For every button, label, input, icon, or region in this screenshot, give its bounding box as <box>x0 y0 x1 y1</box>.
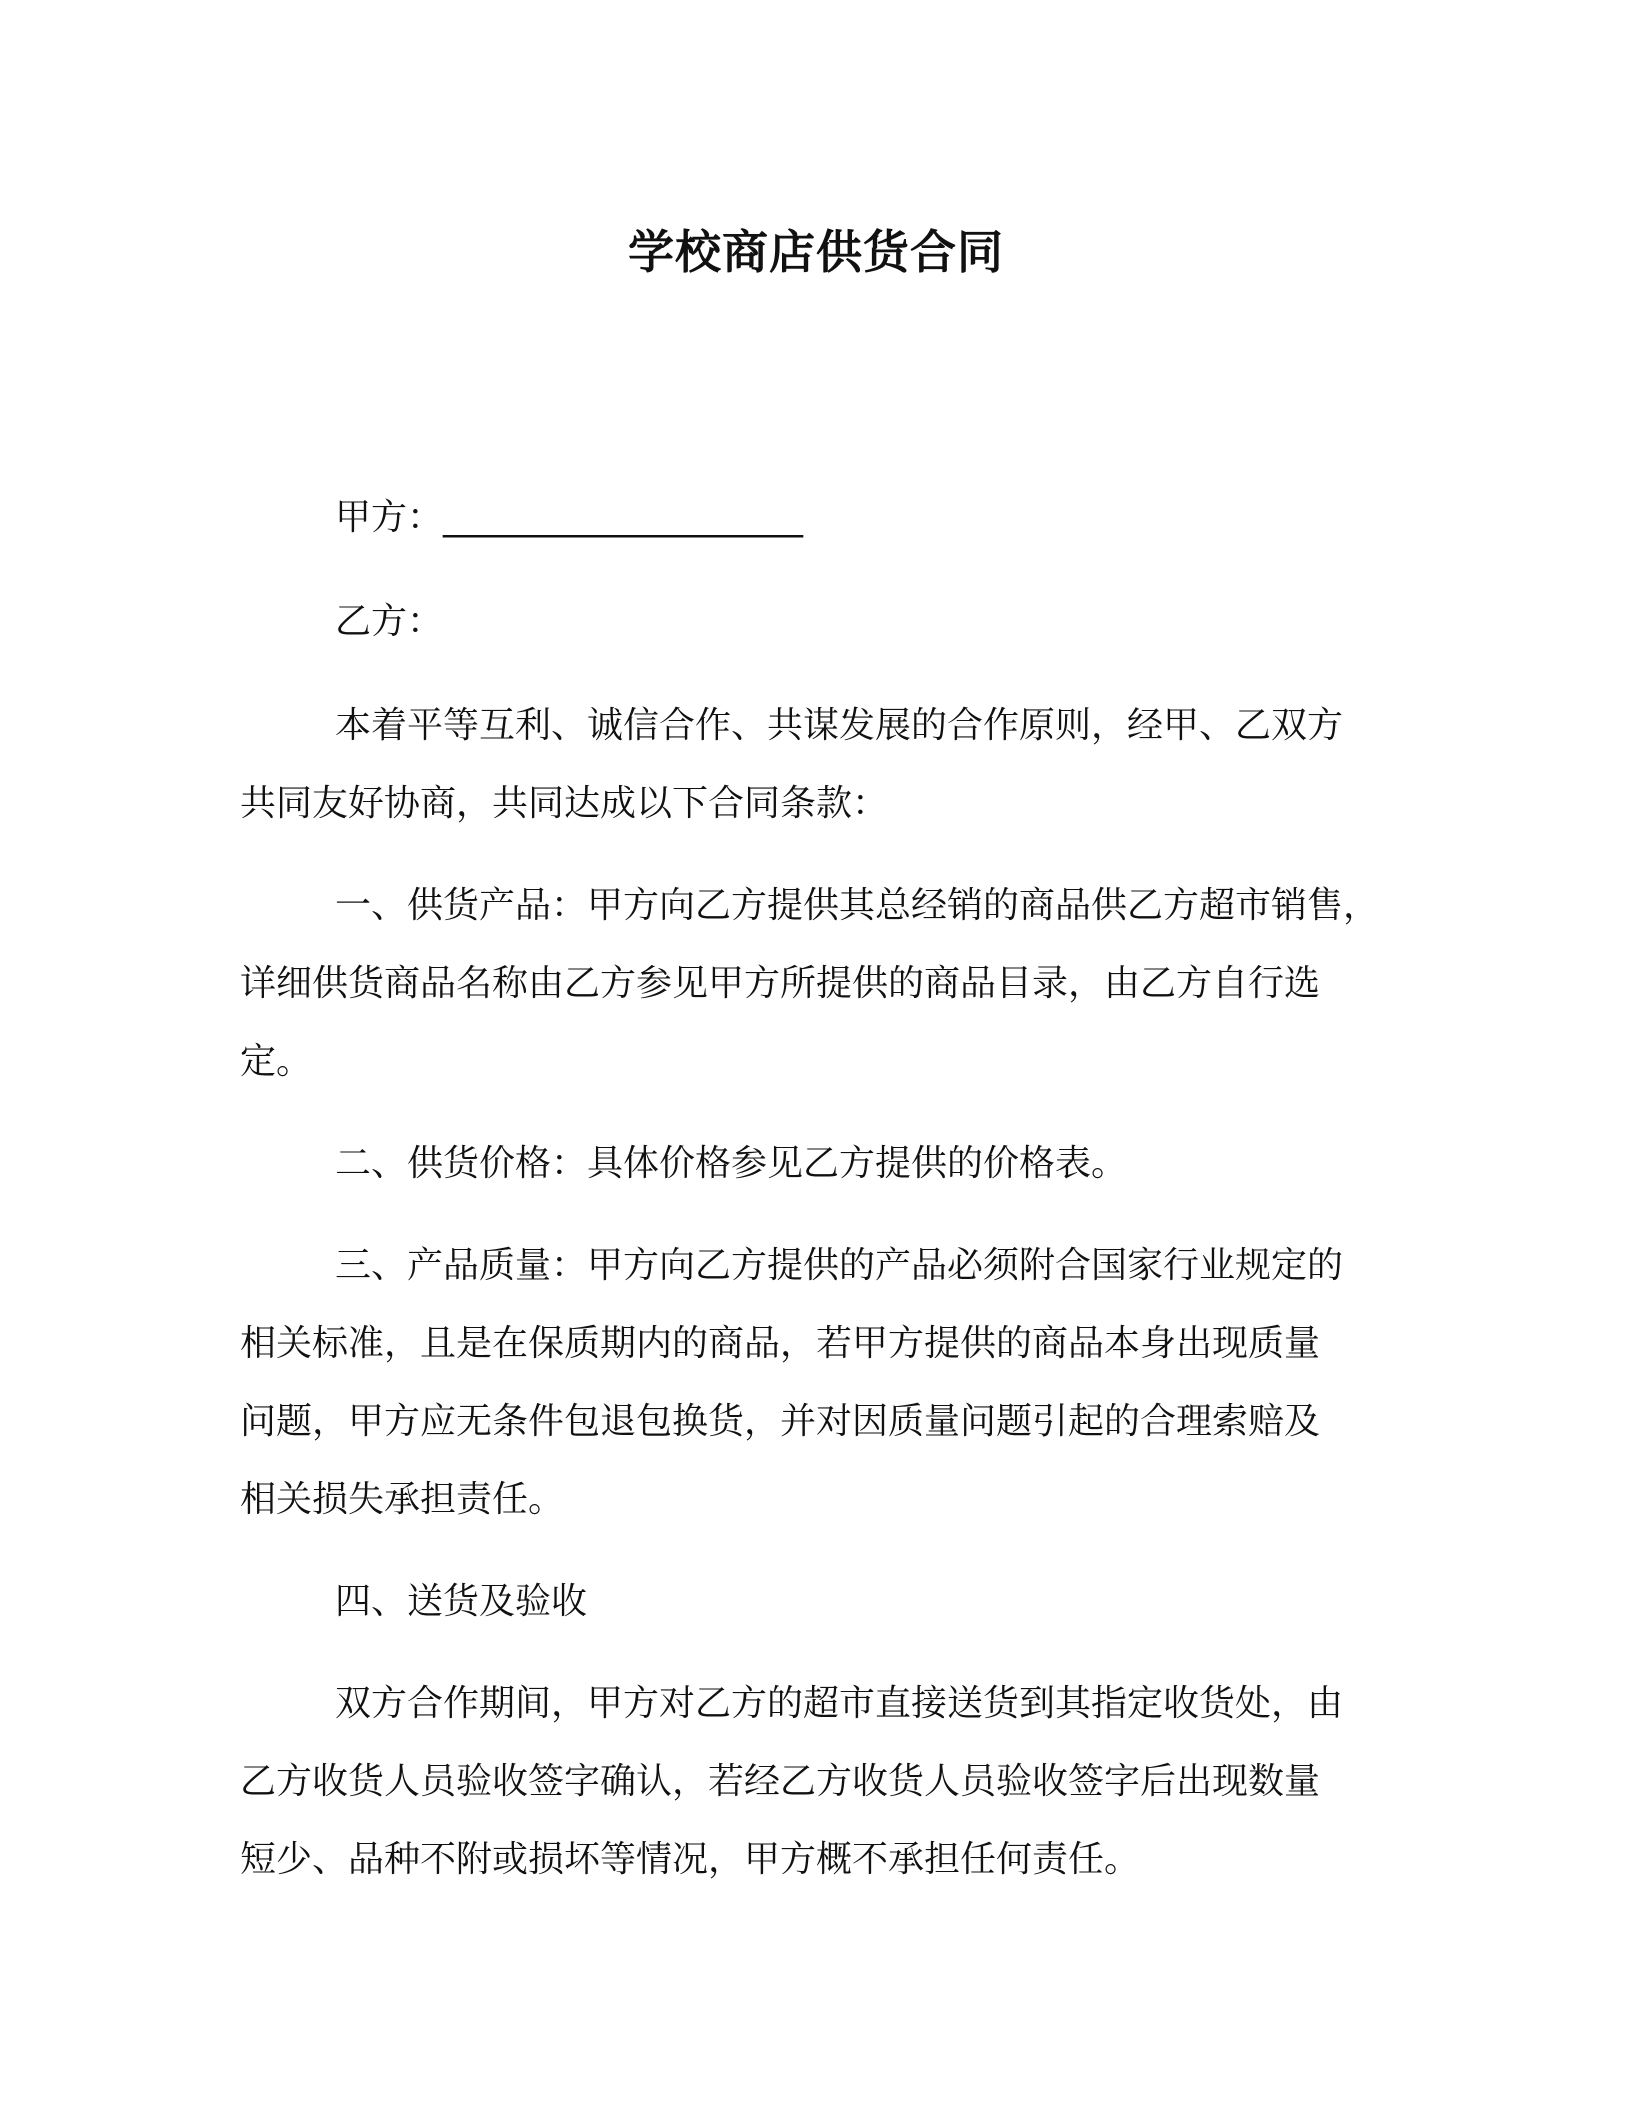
clause-3-line-1: 三、产品质量：甲方向乙方提供的产品必须附合国家行业规定的 <box>335 1245 1344 1286</box>
party-a-label: 甲方： <box>335 497 444 538</box>
intro-line-1: 本着平等互利、诚信合作、共谋发展的合作原则，经甲、乙双方 <box>335 705 1344 746</box>
document-title: 学校商店供货合同 <box>628 225 1004 279</box>
clause-3-line-2: 相关标准，且是在保质期内的商品，若甲方提供的商品本身出现质量 <box>240 1323 1321 1364</box>
clause-1-line-2: 详细供货商品名称由乙方参见甲方所提供的商品目录，由乙方自行选 <box>240 963 1321 1004</box>
party-a-blank: ____________________ <box>443 497 804 538</box>
clause-3-line-3: 问题，甲方应无条件包退包换货，并对因质量问题引起的合理索赔及 <box>240 1401 1321 1442</box>
clause-3-line-4: 相关损失承担责任。 <box>240 1479 565 1520</box>
clause-2-line-1: 二、供货价格：具体价格参见乙方提供的价格表。 <box>335 1143 1128 1184</box>
clause-1-line-1: 一、供货产品：甲方向乙方提供其总经销的商品供乙方超市销售， <box>335 885 1380 926</box>
intro-line-2: 共同友好协商，共同达成以下合同条款： <box>240 783 889 824</box>
clause-4-body-line-3: 短少、品种不附或损坏等情况，甲方概不承担任何责任。 <box>240 1839 1141 1880</box>
clause-4-body-line-1: 双方合作期间，甲方对乙方的超市直接送货到其指定收货处，由 <box>335 1683 1344 1724</box>
clause-4-heading: 四、送货及验收 <box>335 1581 588 1622</box>
clause-1-line-3: 定。 <box>240 1041 313 1082</box>
party-b-line <box>335 600 1495 644</box>
party-a-line <box>335 496 1495 540</box>
clause-4-body-line-2: 乙方收货人员验收签字确认，若经乙方收货人员验收签字后出现数量 <box>240 1761 1321 1802</box>
party-b-label: 乙方： <box>335 601 444 642</box>
